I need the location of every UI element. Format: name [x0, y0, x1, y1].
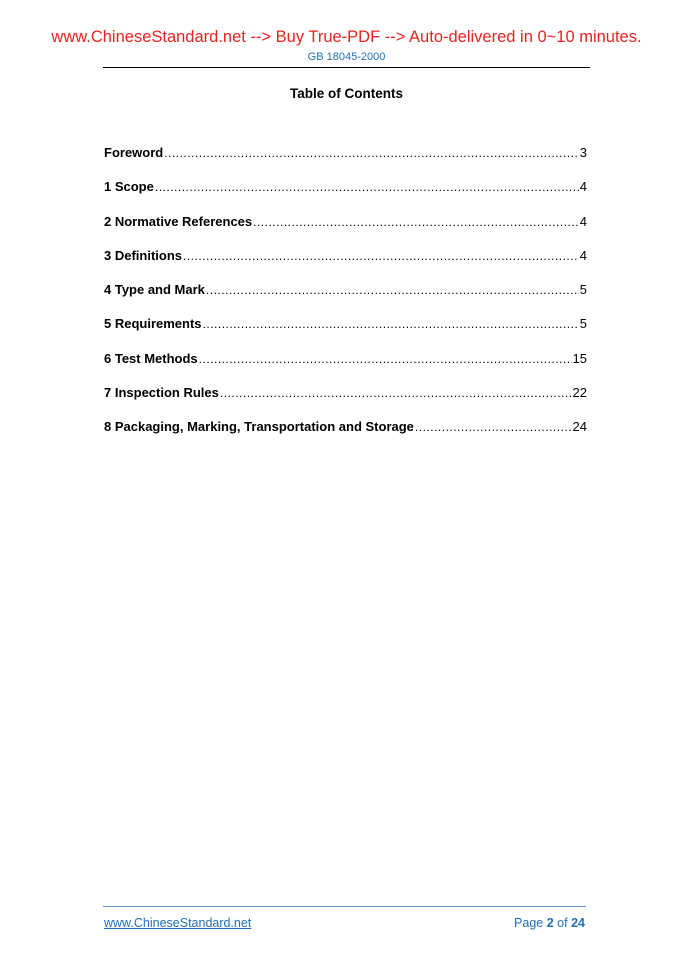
toc-entry-foreword[interactable] [104, 145, 587, 179]
toc-entry-page: 4 [579, 247, 587, 263]
toc-dot-leader [220, 386, 572, 400]
toc-title: Table of Contents [290, 86, 403, 101]
toc-dot-leader [253, 215, 579, 229]
footer-page-of: of [557, 916, 568, 930]
footer-page-prefix: Page [514, 916, 544, 930]
toc-entry-test-methods[interactable] [104, 351, 587, 385]
standard-code: GB 18045-2000 [307, 51, 386, 63]
toc-entry-page: 5 [579, 316, 587, 332]
toc-entry-page: 4 [579, 213, 587, 229]
toc-entry-definitions[interactable] [104, 248, 587, 282]
toc-dot-leader [206, 283, 579, 297]
toc-entry-normative-references[interactable] [104, 214, 587, 248]
toc-entry-page: 24 [572, 419, 587, 435]
toc-entry-label: 7 Inspection Rules [104, 385, 219, 401]
toc-entry-inspection-rules[interactable] [104, 385, 587, 419]
toc-entry-label: 6 Test Methods [104, 350, 198, 366]
toc-entry-label: Foreword [104, 145, 164, 160]
toc-dot-leader [203, 317, 579, 331]
toc-entry-scope[interactable] [104, 179, 587, 213]
toc-entry-label: 2 Normative References [104, 213, 253, 229]
toc-entry-label: 4 Type and Mark [104, 282, 205, 298]
toc-dot-leader [415, 420, 572, 434]
toc-entry-type-and-mark[interactable] [104, 282, 587, 316]
toc-entry-label: 5 Requirements [104, 316, 202, 332]
footer-website-link[interactable]: www.ChineseStandard.net [104, 916, 252, 930]
header-divider [103, 67, 590, 68]
toc-entry-page: 4 [579, 179, 587, 195]
footer-page-current: 2 [546, 916, 554, 930]
toc-entry-label: 3 Definitions [104, 247, 183, 263]
toc-dot-leader [199, 352, 572, 366]
table-of-contents [104, 145, 587, 454]
footer-page-number [514, 916, 585, 930]
footer-page-total: 24 [571, 916, 585, 930]
toc-dot-leader [164, 146, 579, 160]
toc-entry-packaging-marking[interactable] [104, 419, 587, 453]
toc-entry-label: 8 Packaging, Marking, Transportation and Storage [104, 419, 414, 435]
toc-entry-page: 15 [572, 350, 587, 366]
toc-dot-leader [155, 180, 579, 194]
footer-divider [103, 906, 586, 907]
toc-entry-page: 3 [579, 145, 587, 160]
toc-dot-leader [183, 249, 579, 263]
toc-entry-label: 1 Scope [104, 179, 154, 195]
toc-entry-page: 22 [572, 385, 587, 401]
toc-entry-page: 5 [579, 282, 587, 298]
header-banner-link[interactable]: www.ChineseStandard.net --> Buy True-PDF --> Auto-delivered in 0~10 minutes. [51, 28, 642, 46]
toc-entry-requirements[interactable] [104, 316, 587, 350]
